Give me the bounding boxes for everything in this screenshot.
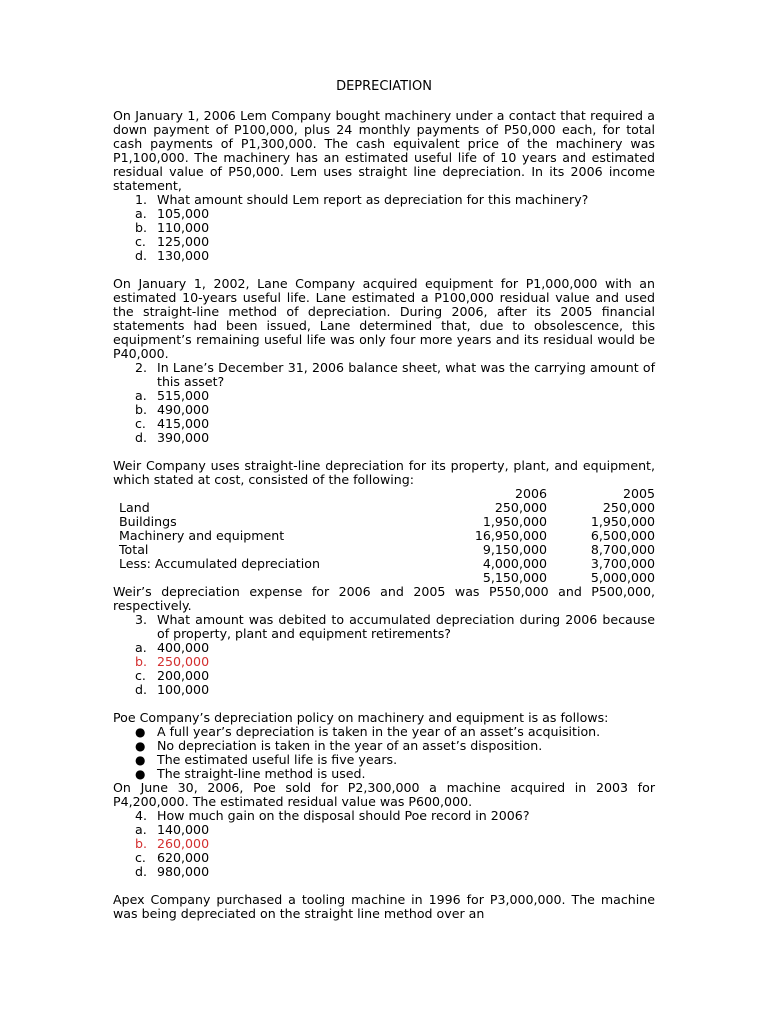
q2-option-d <box>135 431 655 445</box>
bullet-text: No depreciation is taken in the year of an asset’s disposition. <box>157 738 543 753</box>
q4-option-d <box>135 865 655 879</box>
q3-intro: Weir Company uses straight-line depreciation for its property, plant, and equipment, which stated at cost, consisted of the following: <box>113 458 655 487</box>
table-row <box>113 529 655 543</box>
table-header-row <box>113 487 655 501</box>
table-cell: Total <box>119 542 149 557</box>
table-row <box>113 515 655 529</box>
table-cell: 250,000 <box>494 500 547 515</box>
bullet-text: The estimated useful life is five years. <box>157 752 398 767</box>
q3-option-d <box>135 683 655 697</box>
option-text: 400,000 <box>157 640 210 655</box>
q1-intro: On January 1, 2006 Lem Company bought machinery under a contact that required a down payment of P100,000, plus 24 monthly payments of P50,000 each, for total cash payments of P1,300,000. The cash equivalent price of the machinery was P1,100,000. The machinery has an estimated useful life of 10 years and estimated residual value of P50,000. Lem uses straight line depreciation. In its 2006 income statement, <box>113 108 655 193</box>
q3-option-a <box>135 641 655 655</box>
option-text: 105,000 <box>157 206 210 221</box>
q4-question <box>135 809 655 823</box>
option-letter: c. <box>135 416 146 431</box>
q1-option-b <box>135 221 655 235</box>
table-cell: 6,500,000 <box>590 528 655 543</box>
table-row <box>113 571 655 585</box>
q1-option-c <box>135 235 655 249</box>
option-letter: b. <box>135 836 147 851</box>
table-cell: 5,000,000 <box>590 570 655 585</box>
spacer <box>113 445 655 459</box>
option-letter: a. <box>135 206 147 221</box>
option-text: 140,000 <box>157 822 210 837</box>
bullet-icon: ● <box>135 725 146 739</box>
option-text: 110,000 <box>157 220 210 235</box>
q3-text: What amount was debited to accumulated depreciation during 2006 because of property, plant and equipment retirements? <box>157 612 655 641</box>
option-letter: d. <box>135 682 147 697</box>
q2-number: 2. <box>135 360 148 375</box>
q3-option-c <box>135 669 655 683</box>
option-letter: d. <box>135 430 147 445</box>
option-text: 125,000 <box>157 234 210 249</box>
table-cell: 250,000 <box>602 500 655 515</box>
option-text: 515,000 <box>157 388 210 403</box>
q2-option-b <box>135 403 655 417</box>
table-cell: 3,700,000 <box>590 556 655 571</box>
q2-intro: On January 1, 2002, Lane Company acquired equipment for P1,000,000 with an estimated 10-years useful life. Lane estimated a P100,000 residual value and used the straight-line method of depreciation. During 2006, after its 2005 financial statements had been issued, Lane determined that, due to obsolescence, this equipment’s remaining useful life was only four more years and its residual would be P40,000. <box>113 276 655 361</box>
table-cell: 4,000,000 <box>482 556 547 571</box>
q4-after: On June 30, 2006, Poe sold for P2,300,000 a machine acquired in 2003 for P4,200,000. The estimated residual value was P600,000. <box>113 780 655 809</box>
option-letter: c. <box>135 850 146 865</box>
table-row <box>113 543 655 557</box>
q3-option-b-highlighted <box>135 655 655 669</box>
q4-bullet <box>135 725 655 739</box>
ppe-table <box>113 487 655 585</box>
spacer <box>113 263 655 277</box>
option-text: 260,000 <box>157 836 210 851</box>
table-cell: Less: Accumulated depreciation <box>119 556 320 571</box>
option-letter: c. <box>135 234 146 249</box>
q2-option-c <box>135 417 655 431</box>
option-text: 415,000 <box>157 416 210 431</box>
bullet-text: A full year’s depreciation is taken in the year of an asset’s acquisition. <box>157 724 601 739</box>
option-text: 250,000 <box>157 654 210 669</box>
q2-text: In Lane’s December 31, 2006 balance sheet, what was the carrying amount of this asset? <box>157 360 655 389</box>
table-cell: Machinery and equipment <box>119 528 285 543</box>
q1-option-a <box>135 207 655 221</box>
table-header-cell: 2005 <box>622 486 655 501</box>
option-letter: b. <box>135 402 147 417</box>
table-cell: 1,950,000 <box>590 514 655 529</box>
option-text: 200,000 <box>157 668 210 683</box>
q2-option-a <box>135 389 655 403</box>
option-text: 130,000 <box>157 248 210 263</box>
table-cell: 9,150,000 <box>482 542 547 557</box>
spacer <box>113 879 655 893</box>
table-row <box>113 557 655 571</box>
q4-bullet <box>135 767 655 781</box>
option-letter: d. <box>135 248 147 263</box>
q3-question <box>135 613 655 641</box>
table-cell: Buildings <box>119 514 177 529</box>
option-letter: b. <box>135 654 147 669</box>
q4-text: How much gain on the disposal should Poe record in 2006? <box>157 808 530 823</box>
table-row <box>113 501 655 515</box>
option-text: 490,000 <box>157 402 210 417</box>
option-text: 390,000 <box>157 430 210 445</box>
table-cell <box>113 571 447 585</box>
option-text: 980,000 <box>157 864 210 879</box>
option-letter: b. <box>135 220 147 235</box>
q1-question <box>135 193 655 207</box>
bullet-text: The straight-line method is used. <box>157 766 366 781</box>
q4-intro: Poe Company’s depreciation policy on machinery and equipment is as follows: <box>113 710 609 725</box>
document-page <box>113 78 655 921</box>
table-cell: 16,950,000 <box>474 528 547 543</box>
q2-question <box>135 361 655 389</box>
q4-option-a <box>135 823 655 837</box>
table-cell: 5,150,000 <box>482 570 547 585</box>
option-letter: a. <box>135 388 147 403</box>
bullet-icon: ● <box>135 739 146 753</box>
spacer <box>113 697 655 711</box>
table-cell: 8,700,000 <box>590 542 655 557</box>
q3-number: 3. <box>135 612 148 627</box>
q5-intro: Apex Company purchased a tooling machine in 1996 for P3,000,000. The machine was being depreciated on the straight line method over an <box>113 892 655 921</box>
option-letter: a. <box>135 822 147 837</box>
option-text: 620,000 <box>157 850 210 865</box>
q1-number: 1. <box>135 192 148 207</box>
q3-after: Weir’s depreciation expense for 2006 and 2005 was P550,000 and P500,000, respectively. <box>113 584 655 613</box>
option-letter: c. <box>135 668 146 683</box>
q4-bullet <box>135 739 655 753</box>
q4-number: 4. <box>135 808 148 823</box>
q4-option-b-highlighted <box>135 837 655 851</box>
table-cell: Land <box>119 500 150 515</box>
option-letter: d. <box>135 864 147 879</box>
q1-option-d <box>135 249 655 263</box>
option-text: 100,000 <box>157 682 210 697</box>
q4-bullet <box>135 753 655 767</box>
table-cell: 1,950,000 <box>482 514 547 529</box>
table-header-cell <box>113 487 447 501</box>
option-letter: a. <box>135 640 147 655</box>
q4-option-c <box>135 851 655 865</box>
table-header-cell: 2006 <box>514 486 547 501</box>
bullet-icon: ● <box>135 753 146 767</box>
q1-text: What amount should Lem report as depreciation for this machinery? <box>157 192 589 207</box>
bullet-icon: ● <box>135 767 146 781</box>
page-title: DEPRECIATION <box>336 79 432 94</box>
